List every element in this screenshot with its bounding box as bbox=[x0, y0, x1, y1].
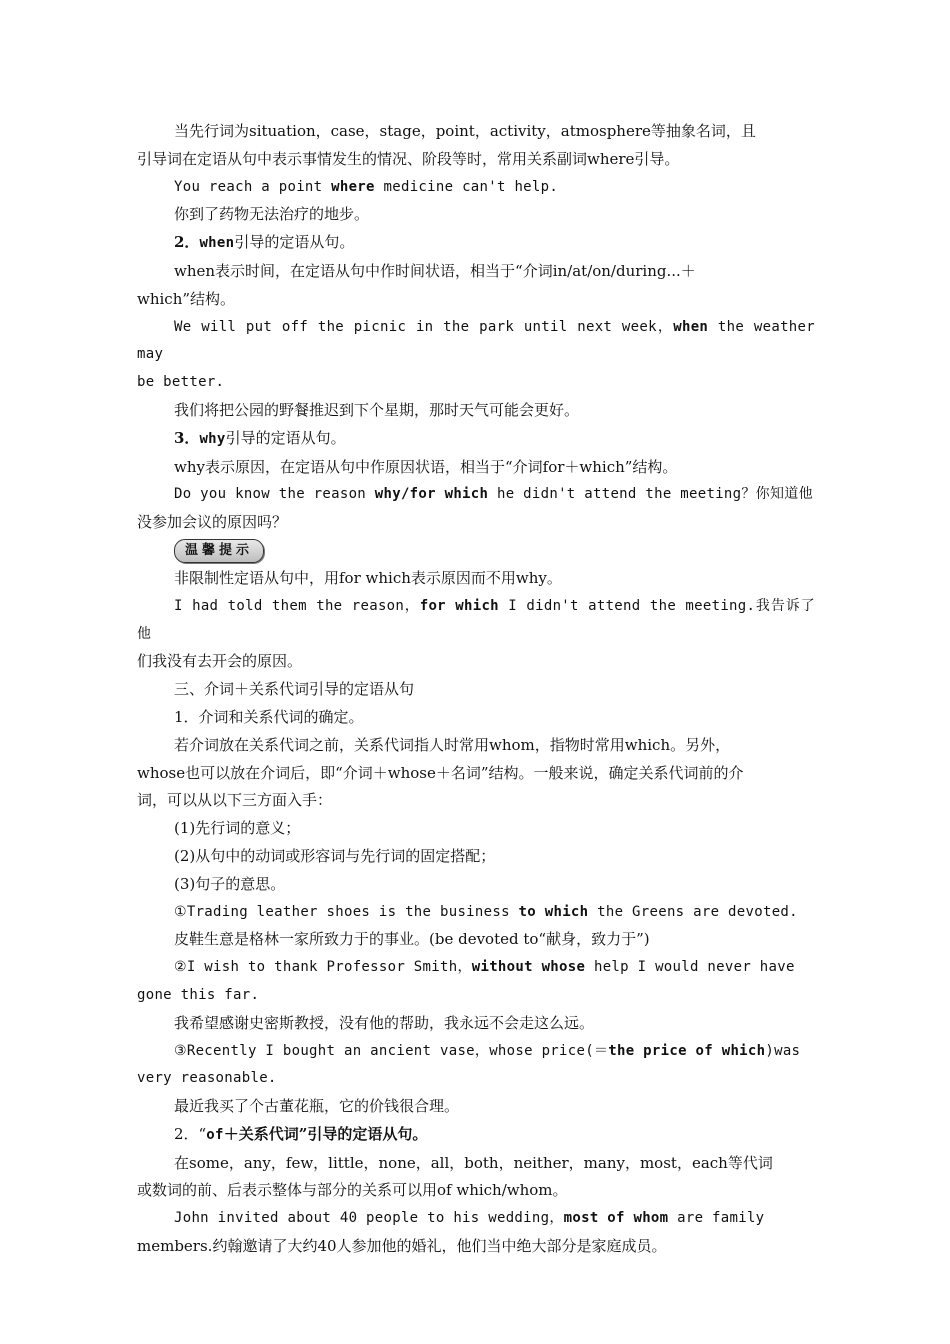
paragraph-preposition-rule: 若介词放在关系代词之前，关系代词指人时常用whom，指物时常用which。另外， bbox=[174, 735, 731, 754]
paragraph-when-rule: when表示时间，在定语从句中作时间状语，相当于“介词in/at/on/during...＋ bbox=[174, 261, 696, 280]
paragraph-where-rule: 当先行词为situation，case，stage，point，activity，atmosphere等抽象名词，且 bbox=[174, 122, 756, 140]
example-3: ③Recently I bought an ancient vase，whose price(＝the price of which)was bbox=[174, 1042, 801, 1059]
example-1: ①Trading leather shoes is the business to which the Greens are devoted. bbox=[174, 903, 798, 920]
example-2: ②I wish to thank Professor Smith，without whose help I would never have bbox=[174, 959, 795, 976]
example-for-which-cont: 们我没有去开会的原因。 bbox=[137, 652, 303, 671]
example-3-cont: very reasonable. bbox=[137, 1070, 277, 1087]
example-3-translation: 最近我买了个古董花瓶，它的价钱很合理。 bbox=[174, 1097, 460, 1116]
example-where-translation: 你到了药物无法治疗的地步。 bbox=[174, 205, 370, 224]
document-page bbox=[137, 118, 815, 1261]
example-when: We will put off the picnic in the park until next week，when the weather may bbox=[137, 318, 815, 363]
paragraph-why-rule: why表示原因，在定语从句中作原因状语，相当于“介词for＋which”结构。 bbox=[174, 457, 678, 476]
heading-why: 3．why引导的定语从句。 bbox=[174, 428, 346, 447]
paragraph-preposition-rule-cont: whose也可以放在介词后，即“介词＋whose＋名词”结构。一般来说，确定关系代词前的介 bbox=[137, 763, 744, 782]
example-of-whom-cont: members.约翰邀请了大约40人参加他的婚礼，他们当中绝大部分是家庭成员。 bbox=[137, 1237, 667, 1256]
example-1-translation: 皮鞋生意是格林一家所致力于的事业。(be devoted to“献身，致力于”) bbox=[174, 930, 650, 949]
example-of-whom: John invited about 40 people to his wedding，most of whom are family bbox=[174, 1210, 765, 1227]
tip-text: 非限制性定语从句中，用for which表示原因而不用why。 bbox=[174, 568, 562, 587]
tip-badge: 温馨提示 bbox=[174, 539, 264, 563]
subheading-2: 2．“of＋关系代词”引导的定语从句。 bbox=[174, 1124, 428, 1143]
section-heading-3: 三、介词＋关系代词引导的定语从句 bbox=[174, 680, 415, 699]
list-item: (1)先行词的意义； bbox=[174, 819, 301, 838]
example-for-which: I had told them the reason，for which I didn't attend the meeting.我告诉了他 bbox=[137, 597, 815, 642]
paragraph-preposition-rule-cont2: 词，可以从以下三方面入手： bbox=[137, 791, 333, 810]
subheading-1: 1．介词和关系代词的确定。 bbox=[174, 707, 364, 726]
paragraph-of-rule-cont: 或数词的前、后表示整体与部分的关系可以用of which/whom。 bbox=[137, 1181, 568, 1200]
paragraph-when-rule-cont: which”结构。 bbox=[137, 289, 236, 308]
list-item: (3)句子的意思。 bbox=[174, 874, 286, 893]
paragraph-where-rule-cont: 引导词在定语从句中表示事情发生的情况、阶段等时，常用关系副词where引导。 bbox=[137, 149, 680, 168]
heading-when: 2．when引导的定语从句。 bbox=[174, 233, 355, 252]
example-when-translation: 我们将把公园的野餐推迟到下个星期，那时天气可能会更好。 bbox=[174, 400, 580, 419]
example-2-cont: gone this far. bbox=[137, 986, 260, 1003]
list-item: (2)从句中的动词或形容词与先行词的固定搭配； bbox=[174, 846, 496, 865]
example-when-cont: be better. bbox=[137, 374, 225, 391]
example-2-translation: 我希望感谢史密斯教授，没有他的帮助，我永远不会走这么远。 bbox=[174, 1013, 595, 1032]
example-why: Do you know the reason why/for which he didn't attend the meeting？你知道他 bbox=[174, 486, 813, 503]
paragraph-of-rule: 在some，any，few，little，none，all，both，neither，many，most，each等代词 bbox=[174, 1153, 773, 1172]
example-why-cont: 没参加会议的原因吗？ bbox=[137, 513, 288, 532]
example-where: You reach a point where medicine can't help. bbox=[174, 178, 559, 195]
